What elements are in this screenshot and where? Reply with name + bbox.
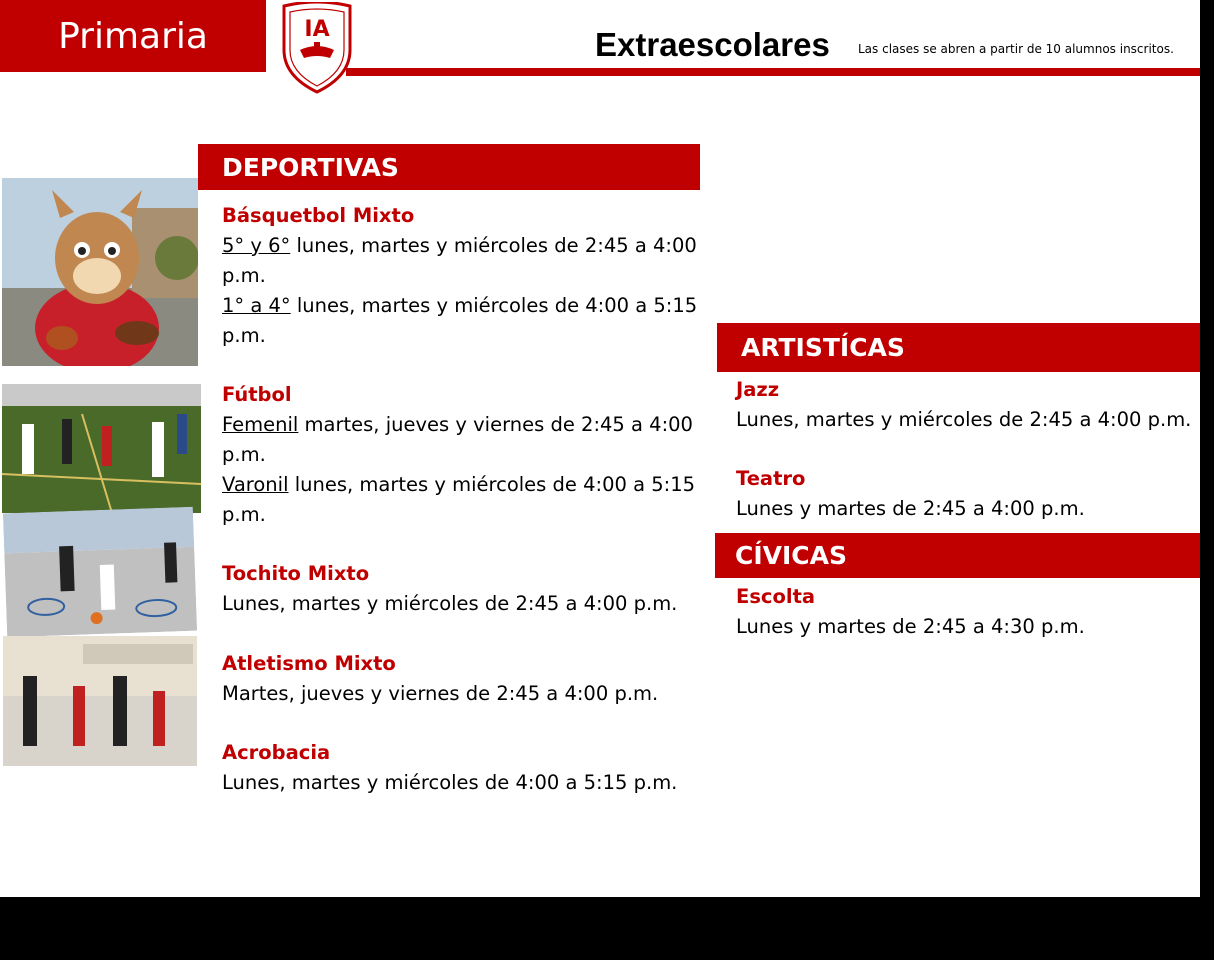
schedule-line: [222, 470, 722, 500]
group-label: Femenil: [222, 413, 299, 436]
schedule-text: Martes, jueves y viernes de 2:45 a 4:00 p.m.: [222, 682, 659, 705]
schedule-line: [222, 291, 722, 321]
school-shield-logo-icon: [280, 2, 354, 94]
activity-escolta: [736, 582, 1196, 642]
group-label: Varonil: [222, 473, 289, 496]
schedule-text: martes, jueves y viernes de 2:45 a 4:00: [304, 413, 693, 436]
soccer-photo: [2, 384, 201, 513]
activity-jazz: [736, 375, 1200, 435]
schedule-continuation: p.m.: [222, 443, 266, 466]
activity-name: Básquetbol Mixto: [222, 204, 415, 227]
schedule-text: lunes, martes y miércoles de 4:00 a 5:15: [294, 473, 696, 496]
activity-name: Tochito Mixto: [222, 562, 370, 585]
activity-name: Acrobacia: [222, 741, 331, 764]
activity-tochito: [222, 559, 722, 619]
activity-name: Atletismo Mixto: [222, 652, 396, 675]
activity-name: Escolta: [736, 585, 816, 608]
section-heading-artisticas: ARTISTÍCAS: [717, 323, 1200, 372]
level-label: Primaria: [0, 0, 266, 72]
schedule-continuation: p.m.: [222, 324, 266, 347]
activity-name: Teatro: [736, 467, 806, 490]
tochito-photo: [3, 507, 197, 638]
activity-basquetbol: [222, 201, 722, 351]
activity-name: Jazz: [736, 378, 780, 401]
schedule-text: lunes, martes y miércoles de 4:00 a 5:15: [296, 294, 698, 317]
schedule-text: lunes, martes y miércoles de 2:45 a 4:00: [296, 234, 697, 257]
activity-futbol: [222, 380, 722, 530]
activity-atletismo: [222, 649, 722, 709]
section-heading-deportivas: DEPORTIVAS: [198, 144, 700, 190]
svg-text:IA: IA: [304, 17, 330, 42]
header-rule: [346, 68, 1200, 76]
mascot-photo: [2, 178, 198, 366]
group-label: 5° y 6°: [222, 234, 291, 257]
acrobatics-photo: [3, 636, 197, 766]
enrollment-note: Las clases se abren a partir de 10 alumnos inscritos.: [858, 42, 1174, 56]
schedule-text: Lunes y martes de 2:45 a 4:00 p.m.: [736, 497, 1085, 520]
schedule-line: [222, 410, 722, 440]
schedule-line: [222, 231, 722, 261]
activity-name: Fútbol: [222, 383, 292, 406]
schedule-continuation: p.m.: [222, 503, 266, 526]
schedule-text: Lunes y martes de 2:45 a 4:30 p.m.: [736, 615, 1085, 638]
schedule-text: Lunes, martes y miércoles de 2:45 a 4:00 p.m.: [736, 408, 1192, 431]
activity-acrobacia: [222, 738, 722, 798]
page-title: Extraescolares: [595, 26, 830, 63]
schedule-continuation: p.m.: [222, 264, 266, 287]
section-heading-civicas: CÍVICAS: [715, 533, 1200, 578]
activity-teatro: [736, 464, 1196, 524]
schedule-text: Lunes, martes y miércoles de 2:45 a 4:00 p.m.: [222, 592, 678, 615]
group-label: 1° a 4°: [222, 294, 291, 317]
schedule-text: Lunes, martes y miércoles de 4:00 a 5:15 p.m.: [222, 771, 678, 794]
